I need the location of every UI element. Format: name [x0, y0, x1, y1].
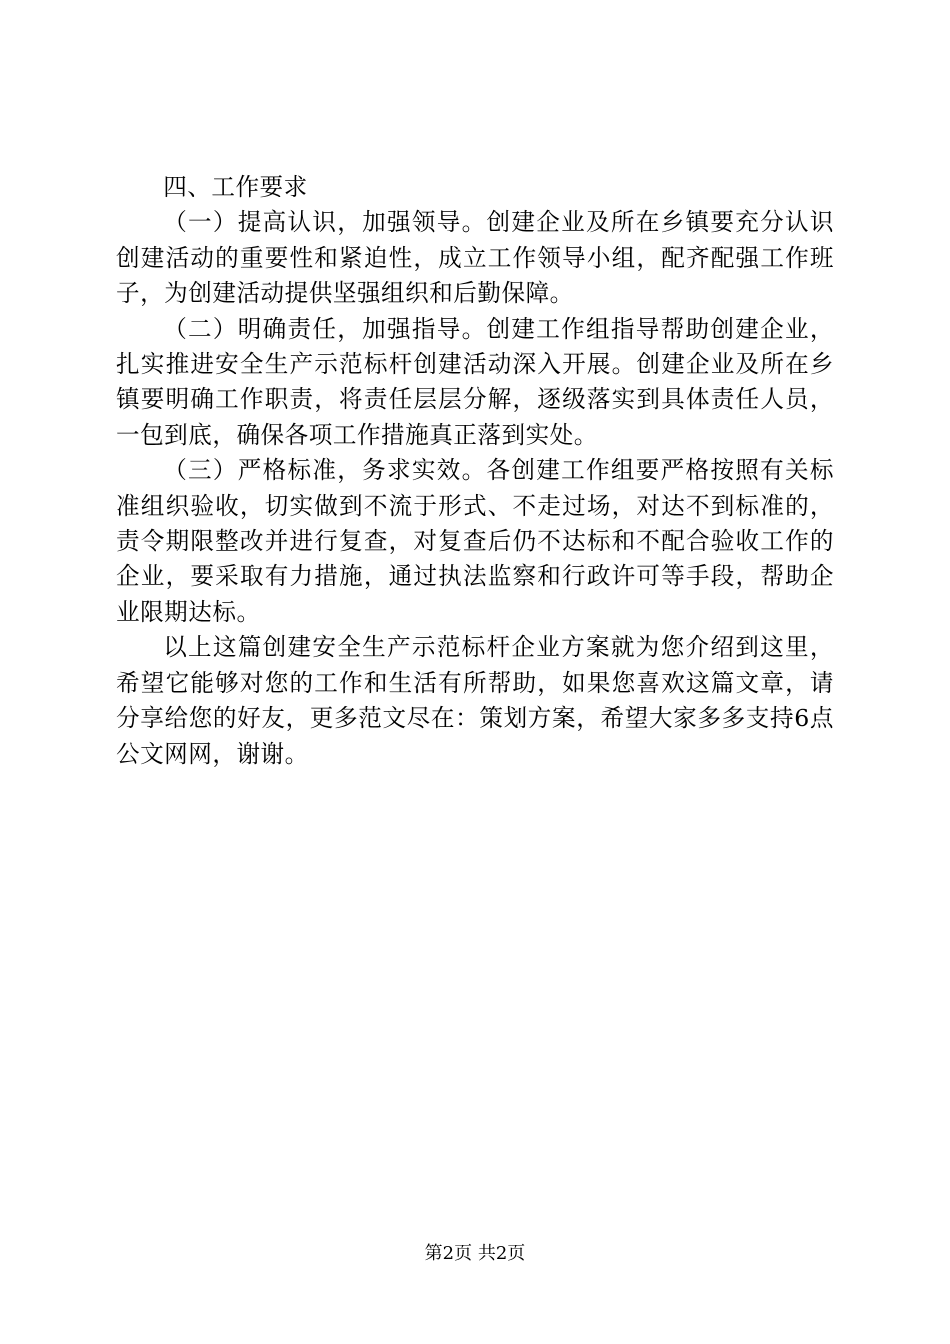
page-number-indicator: 第2页 共2页: [424, 1243, 526, 1264]
paragraph-requirement-2: （二）明确责任，加强指导。创建工作组指导帮助创建企业，扎实推进安全生产示范标杆创建活动深入开展。创建企业及所在乡镇要明确工作职责，将责任层层分解，逐级落实到具体责任人员，一包到底，确保各项工作措施真正落到实处。: [116, 314, 834, 449]
section-heading: 四、工作要求: [163, 173, 308, 201]
document-body: [116, 170, 834, 772]
paragraph-requirement-3: （三）严格标准，务求实效。各创建工作组要严格按照有关标准组织验收，切实做到不流于形式、不走过场，对达不到标准的，责令期限整改并进行复查，对复查后仍不达标和不配合验收工作的企业，要采取有力措施，通过执法监察和行政许可等手段，帮助企业限期达标。: [116, 456, 834, 626]
page-footer: [0, 1243, 950, 1265]
paragraph-closing: 以上这篇创建安全生产示范标杆企业方案就为您介绍到这里，希望它能够对您的工作和生活有所帮助，如果您喜欢这篇文章，请分享给您的好友，更多范文尽在：策划方案，希望大家多多支持6点公文网网，谢谢。: [116, 633, 834, 768]
paragraph-requirement-1: （一）提高认识，加强领导。创建企业及所在乡镇要充分认识创建活动的重要性和紧迫性，成立工作领导小组，配齐配强工作班子，为创建活动提供坚强组织和后勤保障。: [116, 208, 834, 308]
